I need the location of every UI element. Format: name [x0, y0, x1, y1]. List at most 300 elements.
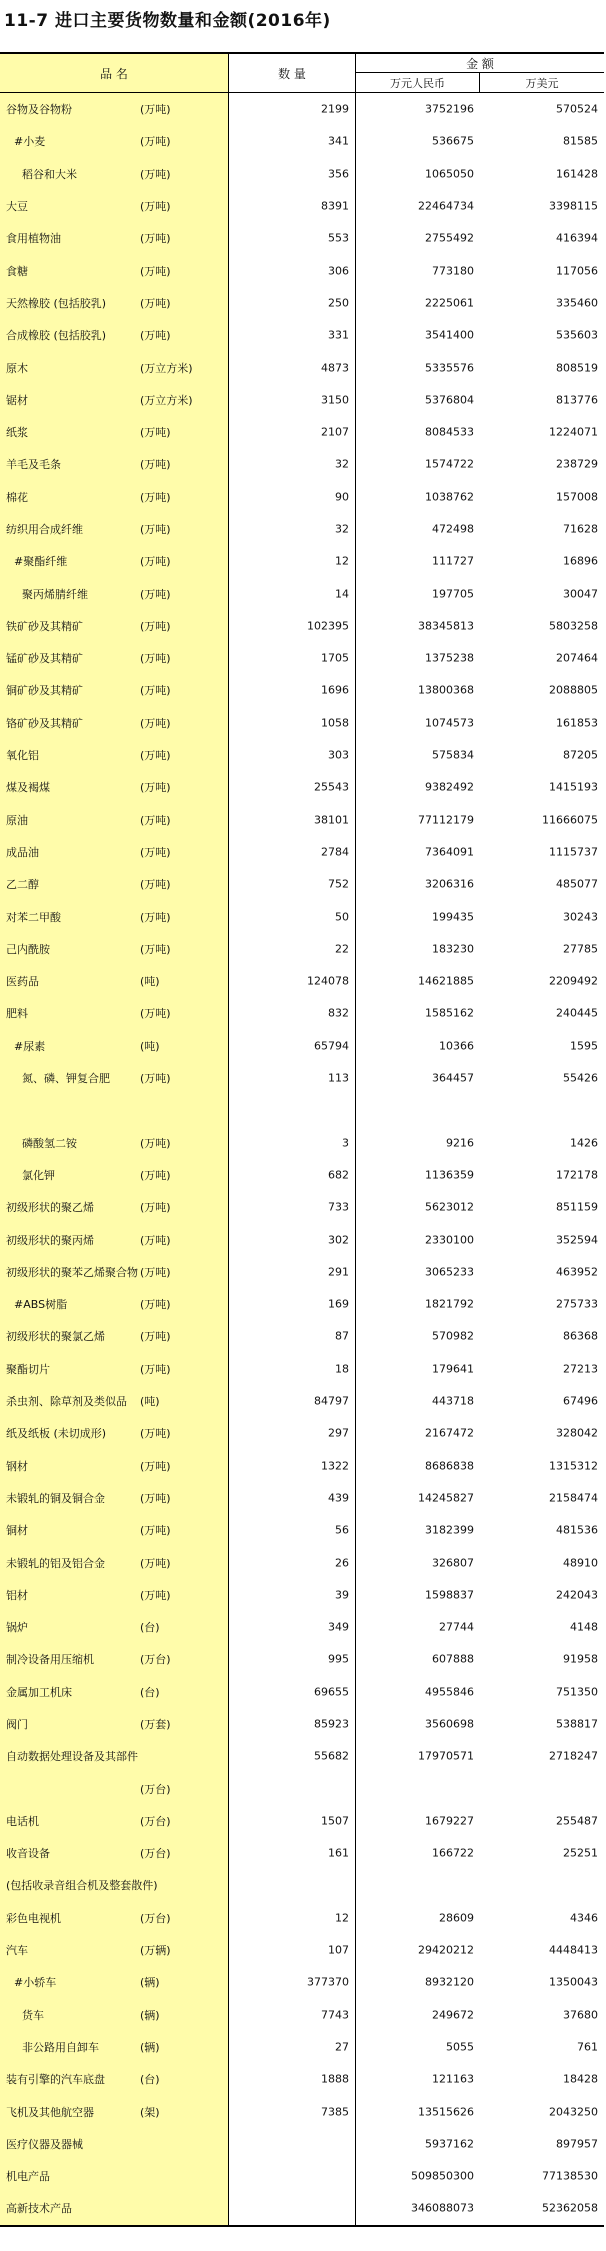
row-unit: (辆): [140, 2040, 160, 2054]
table-row: [0, 1094, 604, 1126]
row-quantity: 22: [335, 942, 349, 956]
row-rmb: 1679227: [425, 1814, 474, 1828]
table-row: [0, 351, 604, 383]
row-name-cell: [0, 481, 229, 513]
table-row: [0, 93, 604, 125]
row-usd: 30047: [563, 587, 598, 601]
row-rmb: 199435: [432, 910, 474, 924]
row-name-cell: [0, 93, 229, 125]
row-unit: (吨): [140, 975, 160, 989]
table-row: [0, 1223, 604, 1255]
row-usd: 25251: [563, 1846, 598, 1860]
row-name: 金属加工机床: [6, 1685, 72, 1699]
row-unit: (辆): [140, 2008, 160, 2022]
row-quantity: 297: [328, 1426, 349, 1440]
row-name-cell: [0, 1999, 229, 2031]
row-unit: (万吨): [140, 103, 171, 117]
table-row: [0, 965, 604, 997]
row-unit: (万吨): [140, 1491, 171, 1505]
row-name: 食用植物油: [6, 232, 61, 246]
row-quantity: 69655: [314, 1685, 349, 1699]
row-quantity: 7743: [321, 2008, 349, 2022]
row-name-cell: [0, 1030, 229, 1062]
row-rmb: 14621885: [418, 974, 474, 988]
table-row: [0, 1449, 604, 1481]
row-name-cell: [0, 577, 229, 609]
row-usd: 81585: [563, 134, 598, 148]
row-name: 高新技术产品: [6, 2202, 72, 2216]
table-row: [0, 674, 604, 706]
table-row: [0, 1902, 604, 1934]
row-unit: (万台): [140, 1782, 171, 1796]
row-unit: (万吨): [140, 264, 171, 278]
row-usd: 328042: [556, 1426, 598, 1440]
row-unit: (万吨): [140, 684, 171, 698]
row-name-cell: [0, 158, 229, 190]
row-rmb: 326807: [432, 1556, 474, 1569]
row-unit: (台): [140, 1621, 160, 1635]
row-rmb: 7364091: [425, 845, 474, 859]
row-rmb: 8686838: [425, 1459, 474, 1473]
table-row: [0, 707, 604, 739]
row-rmb: 1065050: [425, 167, 474, 181]
row-unit: (辆): [140, 1976, 160, 1990]
row-quantity: 85923: [314, 1717, 349, 1731]
table-row: [0, 804, 604, 836]
row-quantity: 377370: [307, 1975, 349, 1989]
row-rmb: 2225061: [425, 296, 474, 310]
row-quantity: 113: [328, 1071, 349, 1085]
row-rmb: 111727: [432, 554, 474, 568]
row-name-cell: [0, 351, 229, 383]
table-row: [0, 1030, 604, 1062]
row-quantity: 752: [328, 877, 349, 891]
row-name: 自动数据处理设备及其部件: [6, 1750, 138, 1764]
row-quantity: 832: [328, 1006, 349, 1020]
row-rmb: 249672: [432, 2008, 474, 2022]
row-name: 钢材: [6, 1459, 28, 1473]
row-name: 乙二醇: [6, 878, 39, 892]
row-usd: 1115737: [549, 845, 598, 859]
row-usd: 30243: [563, 910, 598, 924]
row-name-cell: [0, 1805, 229, 1837]
row-quantity: 302: [328, 1233, 349, 1247]
row-name: 电话机: [6, 1814, 39, 1828]
row-rmb: 9216: [446, 1136, 474, 1150]
row-rmb: 575834: [432, 748, 474, 762]
row-usd: 2043250: [549, 2105, 598, 2119]
row-unit: (万吨): [140, 296, 171, 310]
row-name: 原木: [6, 361, 28, 375]
row-rmb: 2167472: [425, 1426, 474, 1440]
row-quantity: 39: [335, 1588, 349, 1602]
row-unit: (万台): [140, 1847, 171, 1861]
row-name: 初级形状的聚乙烯: [6, 1201, 94, 1215]
row-rmb: 8084533: [425, 425, 474, 439]
table-row: [0, 1417, 604, 1449]
row-usd: 813776: [556, 393, 598, 407]
row-usd: 238729: [556, 457, 598, 471]
row-quantity: 3150: [321, 393, 349, 407]
row-name: 氧化铝: [6, 749, 39, 763]
row-usd: 851159: [556, 1200, 598, 1214]
row-unit: (万吨): [140, 458, 171, 472]
row-name-cell: [0, 1514, 229, 1546]
row-name-cell: [0, 1611, 229, 1643]
row-rmb: 3752196: [425, 102, 474, 116]
row-name-cell: [0, 287, 229, 319]
row-name-cell: [0, 674, 229, 706]
row-name-cell: [0, 1934, 229, 1966]
row-unit: (万吨): [140, 555, 171, 569]
row-usd: 2088805: [549, 683, 598, 697]
row-quantity: 306: [328, 264, 349, 278]
row-name: 锯材: [6, 393, 28, 407]
row-usd: 2158474: [549, 1491, 598, 1505]
row-rmb: 29420212: [418, 1943, 474, 1957]
row-usd: 335460: [556, 296, 598, 310]
row-rmb: 5335576: [425, 361, 474, 375]
row-name: 棉花: [6, 490, 28, 504]
row-name: 纸及纸板 (未切成形): [6, 1427, 107, 1441]
row-unit: (吨): [140, 1039, 160, 1053]
row-usd: 4148: [570, 1620, 598, 1634]
row-unit: (万吨): [140, 910, 171, 924]
row-usd: 161428: [556, 167, 598, 181]
row-quantity: 553: [328, 231, 349, 245]
row-name: 羊毛及毛条: [6, 458, 61, 472]
row-quantity: 26: [335, 1556, 349, 1569]
row-rmb: 10366: [439, 1039, 474, 1053]
row-name: 己内酰胺: [6, 942, 50, 956]
row-usd: 71628: [563, 522, 598, 536]
row-name-cell: [0, 642, 229, 674]
row-rmb: 13515626: [418, 2105, 474, 2119]
row-rmb: 5055: [446, 2040, 474, 2054]
row-usd: 3398115: [549, 199, 598, 213]
row-rmb: 1074573: [425, 716, 474, 730]
row-unit: (万套): [140, 1717, 171, 1731]
row-name-cell: [0, 2192, 229, 2224]
row-quantity: 1322: [321, 1459, 349, 1473]
row-quantity: 107: [328, 1943, 349, 1957]
table-row: [0, 1385, 604, 1417]
row-name: 铬矿砂及其精矿: [6, 716, 83, 730]
table-row: [0, 900, 604, 932]
row-usd: 352594: [556, 1233, 598, 1247]
table-row: [0, 577, 604, 609]
row-name-cell: [0, 190, 229, 222]
row-usd: 18428: [563, 2072, 598, 2086]
row-rmb: 346088073: [411, 2201, 474, 2215]
row-name-cell: [0, 2128, 229, 2160]
import-table: [0, 52, 604, 2227]
row-usd: 808519: [556, 361, 598, 375]
row-unit: (万吨): [140, 232, 171, 246]
row-unit: (台): [140, 1685, 160, 1699]
row-unit: (万吨): [140, 1362, 171, 1376]
row-name: 聚酯切片: [6, 1362, 50, 1376]
row-usd: 27785: [563, 942, 598, 956]
row-usd: 275733: [556, 1297, 598, 1311]
row-name: 铜材: [6, 1524, 28, 1538]
row-name-cell: [0, 1223, 229, 1255]
row-unit: (万吨): [140, 1233, 171, 1247]
table-row: [0, 158, 604, 190]
header-amount: 金 额: [356, 54, 604, 73]
row-unit: (万吨): [140, 426, 171, 440]
row-name: 大豆: [6, 200, 28, 214]
row-rmb: 5937162: [425, 2137, 474, 2151]
row-unit: (万吨): [140, 1072, 171, 1086]
row-name-cell: [0, 125, 229, 157]
row-usd: 172178: [556, 1168, 598, 1182]
row-quantity: 38101: [314, 813, 349, 827]
row-name: 飞机及其他航空器: [6, 2105, 94, 2119]
row-usd: 117056: [556, 264, 598, 278]
row-unit: (万吨): [140, 716, 171, 730]
row-usd: 27213: [563, 1362, 598, 1376]
row-quantity: 291: [328, 1265, 349, 1279]
row-rmb: 509850300: [411, 2169, 474, 2183]
row-rmb: 14245827: [418, 1491, 474, 1505]
row-quantity: 439: [328, 1491, 349, 1505]
row-name: 氮、磷、钾复合肥: [22, 1072, 110, 1086]
row-name-cell: [0, 1094, 229, 1126]
row-name-cell: [0, 868, 229, 900]
row-name: 磷酸氢二铵: [22, 1136, 77, 1150]
row-name-cell: [0, 707, 229, 739]
row-usd: 87205: [563, 748, 598, 762]
table-row: [0, 1772, 604, 1804]
row-name: 锰矿砂及其精矿: [6, 652, 83, 666]
row-unit: (万吨): [140, 1330, 171, 1344]
table-row: [0, 2095, 604, 2127]
row-quantity: 102395: [307, 619, 349, 633]
table-row: [0, 2128, 604, 2160]
row-unit: (架): [140, 2105, 160, 2119]
table-row: [0, 254, 604, 286]
row-name: 肥料: [6, 1007, 28, 1021]
table-row: [0, 1062, 604, 1094]
row-unit: (万立方米): [140, 361, 193, 375]
row-usd: 77138530: [542, 2169, 598, 2183]
table-row: [0, 1256, 604, 1288]
row-rmb: 28609: [439, 1911, 474, 1925]
row-name: 铜矿砂及其精矿: [6, 684, 83, 698]
row-usd: 16896: [563, 554, 598, 568]
row-name: 彩色电视机: [6, 1911, 61, 1925]
table-row: [0, 1353, 604, 1385]
row-usd: 2718247: [549, 1749, 598, 1763]
row-quantity: 2107: [321, 425, 349, 439]
table-row: [0, 739, 604, 771]
row-unit: (万台): [140, 1814, 171, 1828]
row-usd: 535603: [556, 328, 598, 342]
row-name: 天然橡胶 (包括胶乳): [6, 296, 107, 310]
row-name: 货车: [22, 2008, 44, 2022]
row-usd: 481536: [556, 1523, 598, 1537]
row-rmb: 607888: [432, 1652, 474, 1666]
row-name-cell: [0, 1385, 229, 1417]
row-name: 合成橡胶 (包括胶乳): [6, 329, 107, 343]
row-quantity: 84797: [314, 1394, 349, 1408]
row-quantity: 25543: [314, 780, 349, 794]
row-name: 未锻轧的铜及铜合金: [6, 1491, 105, 1505]
row-name: 初级形状的聚丙烯: [6, 1233, 94, 1247]
row-name: #尿素: [14, 1039, 46, 1053]
row-name-cell: [0, 804, 229, 836]
header-quantity: 数 量: [229, 54, 356, 92]
row-name: 原油: [6, 813, 28, 827]
row-name-cell: [0, 836, 229, 868]
row-name: 医药品: [6, 975, 39, 989]
row-rmb: 2755492: [425, 231, 474, 245]
row-quantity: 27: [335, 2040, 349, 2054]
row-usd: 67496: [563, 1394, 598, 1408]
table-row: [0, 2031, 604, 2063]
row-name: 纸浆: [6, 426, 28, 440]
row-name-cell: [0, 2031, 229, 2063]
row-name: #小轿车: [14, 1976, 57, 1990]
table-row: [0, 319, 604, 351]
table-row: [0, 1320, 604, 1352]
row-unit: (万吨): [140, 1201, 171, 1215]
row-name: (包括收录音组合机及整套散件): [6, 1879, 158, 1893]
header-rmb: 万元人民币: [356, 73, 480, 92]
row-name-cell: [0, 254, 229, 286]
table-row: [0, 2063, 604, 2095]
row-rmb: 197705: [432, 587, 474, 601]
table-row: [0, 222, 604, 254]
row-usd: 751350: [556, 1685, 598, 1699]
row-name-cell: [0, 319, 229, 351]
row-unit: (万台): [140, 1653, 171, 1667]
row-quantity: 2784: [321, 845, 349, 859]
row-quantity: 12: [335, 1911, 349, 1925]
table-row: [0, 771, 604, 803]
row-name-cell: [0, 1772, 229, 1804]
table-row: [0, 1740, 604, 1772]
row-name-cell: [0, 965, 229, 997]
row-unit: (万吨): [140, 813, 171, 827]
row-name: 阀门: [6, 1717, 28, 1731]
table-row: [0, 1934, 604, 1966]
row-usd: 761: [577, 2040, 598, 2054]
row-quantity: 682: [328, 1168, 349, 1182]
row-usd: 570524: [556, 102, 598, 116]
row-usd: 1595: [570, 1039, 598, 1053]
row-name: 铁矿砂及其精矿: [6, 619, 83, 633]
table-row: [0, 1805, 604, 1837]
row-name-cell: [0, 1288, 229, 1320]
row-name-cell: [0, 545, 229, 577]
row-usd: 240445: [556, 1006, 598, 1020]
row-usd: 161853: [556, 716, 598, 730]
row-quantity: 7385: [321, 2105, 349, 2119]
row-rmb: 1598837: [425, 1588, 474, 1602]
row-name-cell: [0, 1256, 229, 1288]
row-unit: (万辆): [140, 1944, 171, 1958]
row-name: 医疗仪器及器械: [6, 2137, 83, 2151]
row-usd: 11666075: [542, 813, 598, 827]
row-name-cell: [0, 2063, 229, 2095]
row-usd: 157008: [556, 490, 598, 504]
row-quantity: 1705: [321, 651, 349, 665]
row-rmb: 166722: [432, 1846, 474, 1860]
row-unit: (台): [140, 2073, 160, 2087]
row-quantity: 1696: [321, 683, 349, 697]
row-name: 谷物及谷物粉: [6, 103, 72, 117]
row-name: 杀虫剂、除草剂及类似品: [6, 1395, 127, 1409]
table-row: [0, 997, 604, 1029]
row-name-cell: [0, 997, 229, 1029]
row-usd: 242043: [556, 1588, 598, 1602]
row-name-cell: [0, 1902, 229, 1934]
row-usd: 86368: [563, 1329, 598, 1343]
table-row: [0, 125, 604, 157]
row-unit: (万吨): [140, 1136, 171, 1150]
row-name: 初级形状的聚氯乙烯: [6, 1330, 105, 1344]
table-row: [0, 642, 604, 674]
row-name: 稻谷和大米: [22, 167, 77, 181]
row-quantity: 356: [328, 167, 349, 181]
row-name: 氯化钾: [22, 1168, 55, 1182]
row-name: 锅炉: [6, 1621, 28, 1635]
row-name: 汽车: [6, 1944, 28, 1958]
row-rmb: 17970571: [418, 1749, 474, 1763]
row-rmb: 38345813: [418, 619, 474, 633]
table-row: [0, 513, 604, 545]
row-quantity: 250: [328, 296, 349, 310]
row-name-cell: [0, 1579, 229, 1611]
row-quantity: 32: [335, 522, 349, 536]
row-usd: 207464: [556, 651, 598, 665]
row-unit: (万吨): [140, 1556, 171, 1570]
row-name: 非公路用自卸车: [22, 2040, 99, 2054]
row-name-cell: [0, 610, 229, 642]
table-row: [0, 481, 604, 513]
table-row: [0, 1676, 604, 1708]
row-name: 机电产品: [6, 2170, 50, 2184]
row-quantity: 303: [328, 748, 349, 762]
row-name-cell: [0, 1320, 229, 1352]
row-unit: (吨): [140, 1395, 160, 1409]
row-usd: 255487: [556, 1814, 598, 1828]
row-quantity: 1888: [321, 2072, 349, 2086]
table-row: [0, 933, 604, 965]
table-row: [0, 1837, 604, 1869]
row-name-cell: [0, 1643, 229, 1675]
row-name: 铝材: [6, 1588, 28, 1602]
row-usd: 91958: [563, 1652, 598, 1666]
row-quantity: 87: [335, 1329, 349, 1343]
row-name-cell: [0, 771, 229, 803]
row-unit: (万吨): [140, 652, 171, 666]
row-quantity: 1507: [321, 1814, 349, 1828]
row-name-cell: [0, 1449, 229, 1481]
row-name-cell: [0, 1546, 229, 1578]
row-unit: (万吨): [140, 135, 171, 149]
row-usd: 463952: [556, 1265, 598, 1279]
row-usd: 1415193: [549, 780, 598, 794]
table-row: [0, 1579, 604, 1611]
row-usd: 416394: [556, 231, 598, 245]
row-quantity: 4873: [321, 361, 349, 375]
row-quantity: 1058: [321, 716, 349, 730]
row-quantity: 12: [335, 554, 349, 568]
row-name: 制冷设备用压缩机: [6, 1653, 94, 1667]
